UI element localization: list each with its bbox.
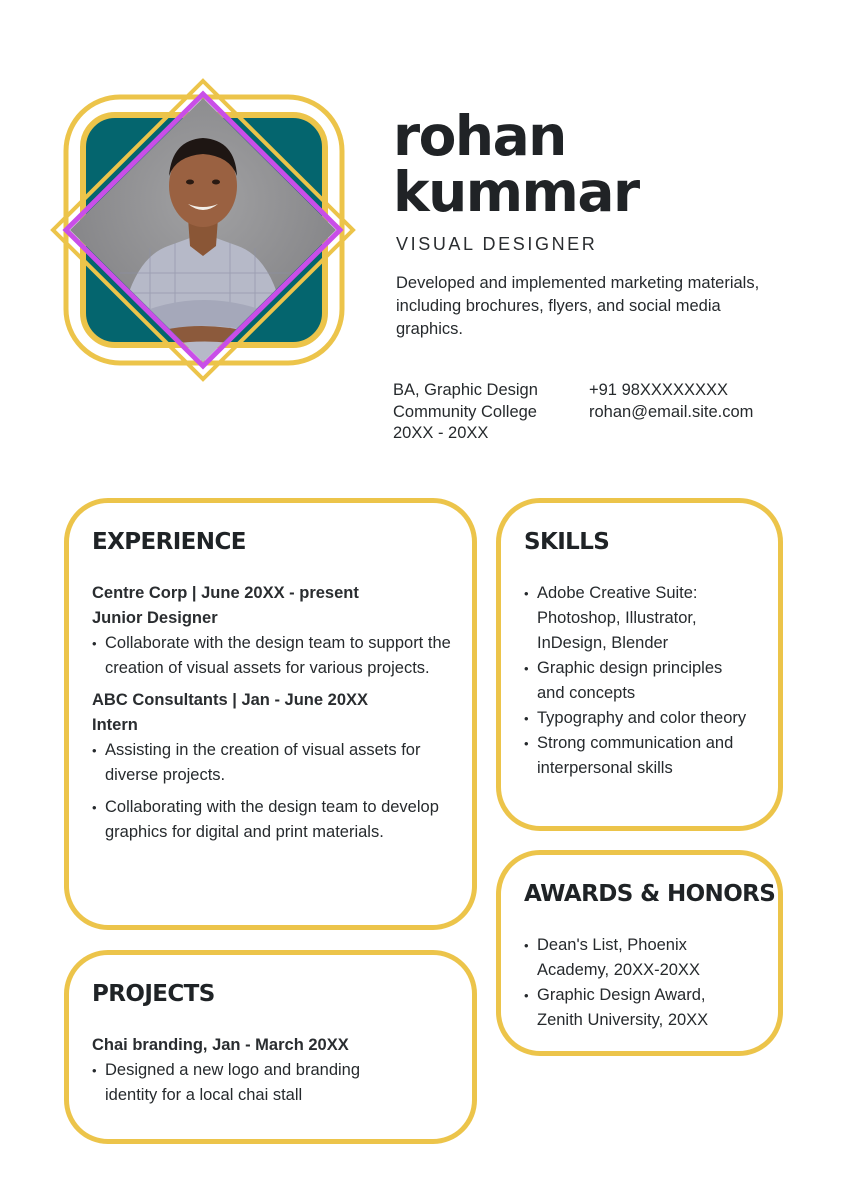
experience-body (92, 581, 456, 845)
awards-body (524, 933, 750, 1033)
awards-heading: AWARDS & HONORS (524, 881, 776, 907)
name-first: rohan (393, 104, 566, 168)
contact-phone: +91 98XXXXXXXX (589, 381, 728, 399)
job-company-line: ABC Consultants | Jan - June 20XX (92, 691, 369, 709)
skill-item: • Graphic design principles and concepts (524, 656, 754, 706)
profile-summary: Developed and implemented marketing materials, including brochures, flyers, and social media graphics. (396, 274, 760, 338)
skills-body (524, 581, 754, 781)
name-last: kummar (393, 160, 639, 224)
education-years: 20XX - 20XX (393, 424, 489, 442)
award-item: • Graphic Design Award, Zenith University, 20XX (524, 983, 750, 1033)
award-item: • Dean's List, Phoenix Academy, 20XX-20XX (524, 933, 750, 983)
job-role: Intern (92, 716, 138, 734)
skill-item: • Adobe Creative Suite: Photoshop, Illustrator, InDesign, Blender (524, 581, 754, 656)
awards-list (524, 933, 750, 1033)
education-block (393, 380, 538, 445)
job-title: VISUAL DESIGNER (396, 234, 598, 254)
job-bullet: • Assisting in the creation of visual assets for diverse projects. (92, 738, 456, 788)
experience-heading: EXPERIENCE (92, 529, 246, 555)
job-bullets (92, 631, 456, 681)
profile-photo-frame (50, 78, 360, 383)
job-company-line: Centre Corp | June 20XX - present (92, 584, 359, 602)
skill-item: • Typography and color theory (524, 706, 754, 731)
skill-item: • Strong communication and interpersonal skills (524, 731, 754, 781)
contact-email: rohan@email.site.com (589, 402, 754, 421)
project-bullet: • Designed a new logo and branding identity for a local chai stall (92, 1058, 412, 1108)
experience-card (64, 498, 477, 930)
job-role: Junior Designer (92, 609, 218, 627)
awards-card (496, 850, 783, 1056)
projects-card (64, 950, 477, 1144)
education-school: Community College (393, 402, 537, 421)
education-degree: BA, Graphic Design (393, 381, 538, 399)
skills-list (524, 581, 754, 781)
project-bullets (92, 1058, 412, 1108)
job-bullet: • Collaborate with the design team to support the creation of visual assets for various projects. (92, 631, 456, 681)
skills-card (496, 498, 783, 831)
job-bullets (92, 738, 456, 845)
contact-block (589, 380, 753, 423)
projects-body (92, 1033, 412, 1108)
projects-heading: PROJECTS (92, 981, 215, 1007)
skills-heading: SKILLS (524, 529, 610, 555)
project-title: Chai branding, Jan - March 20XX (92, 1036, 349, 1054)
job-bullet: • Collaborating with the design team to develop graphics for digital and print materials. (92, 795, 456, 845)
